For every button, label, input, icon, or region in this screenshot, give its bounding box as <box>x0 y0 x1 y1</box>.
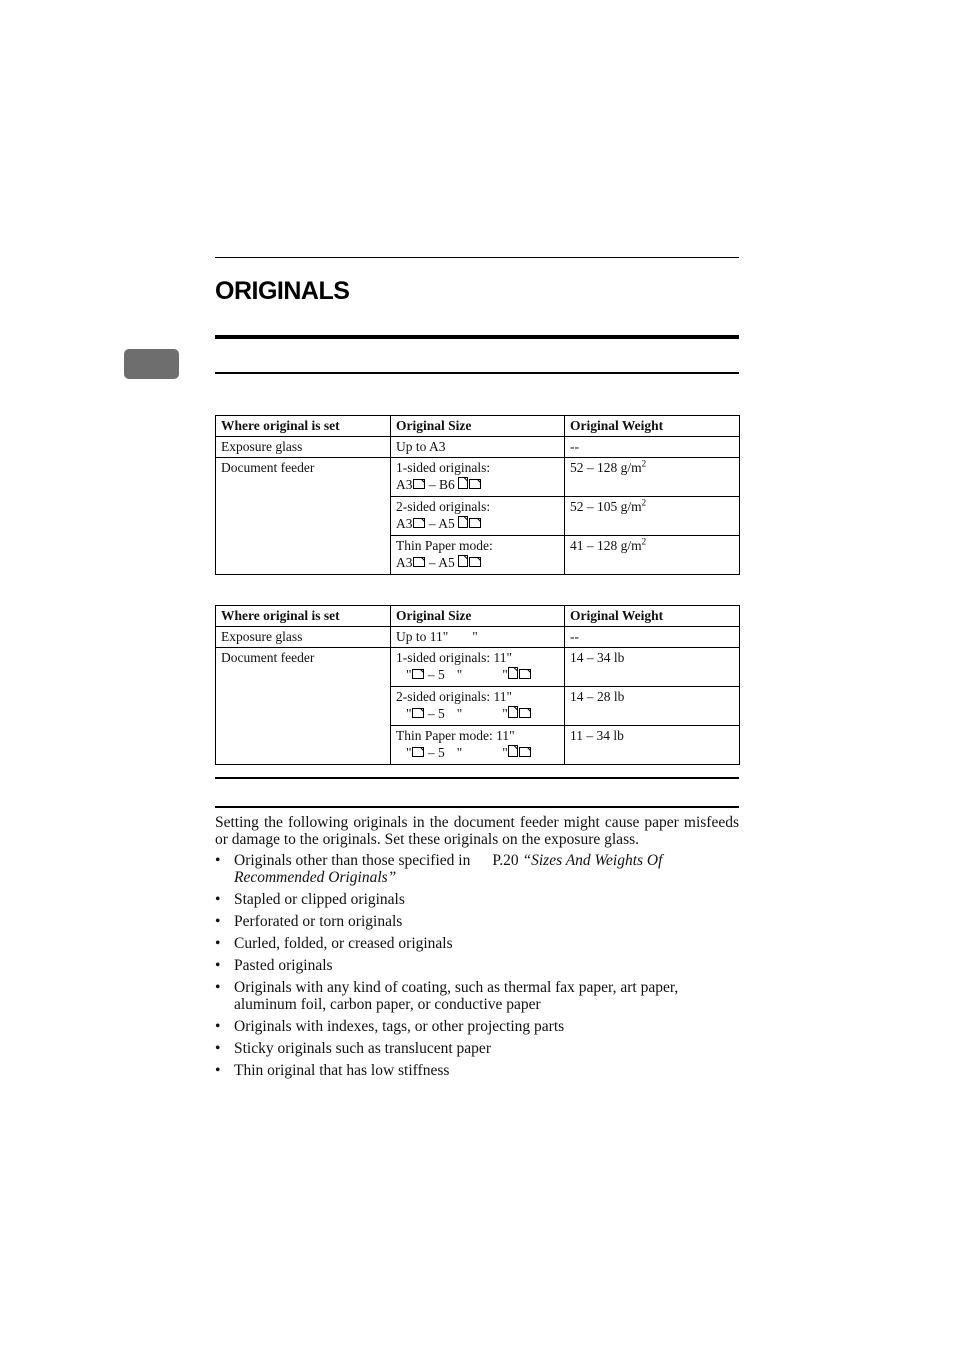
cell-size: Up to 11" " <box>391 627 565 648</box>
size-label: 2-sided originals: <box>396 499 491 514</box>
portrait-original-icon <box>458 555 469 572</box>
cell-weight: 52 – 105 $g/m^2$ <box>565 497 740 536</box>
bullet-marker: • <box>215 935 221 952</box>
landscape-original-icon <box>519 745 532 762</box>
list-item: • Thin original that has low stiffness <box>215 1062 450 1079</box>
header-size: Original Size <box>391 606 565 627</box>
landscape-original-icon <box>469 516 482 533</box>
section-divider-thick <box>215 335 739 339</box>
cell-where: Exposure glass <box>216 627 391 648</box>
landscape-original-icon <box>412 706 425 723</box>
cell-weight: 14 – 28 lb <box>565 687 740 726</box>
list-item: • Pasted originals <box>215 957 333 974</box>
chapter-tab <box>124 349 179 379</box>
size-to: A5 <box>438 516 455 531</box>
page-reference-link[interactable]: P.20 “Sizes And Weights Of Recommended Originals” <box>234 852 663 886</box>
cell-where: Exposure glass <box>216 437 391 458</box>
portrait-original-icon <box>508 745 519 762</box>
landscape-original-icon <box>413 555 426 572</box>
list-item: • Originals other than those specified in P.20 “Sizes And Weights Of Recommended Originals” <box>215 852 663 886</box>
list-item: • Stapled or clipped originals <box>215 891 405 908</box>
landscape-original-icon <box>412 745 425 762</box>
cell-weight: 52 – 128 $g/m^2$ <box>565 458 740 497</box>
landscape-original-icon <box>469 555 482 572</box>
metric-size-table <box>215 415 740 575</box>
landscape-original-icon <box>413 477 426 494</box>
cell-where: Document feeder <box>216 648 391 765</box>
portrait-original-icon <box>508 706 519 723</box>
size-from: A3 <box>396 516 413 531</box>
cell-size: Thin Paper mode: A3 – A5 <box>391 536 565 575</box>
landscape-original-icon <box>412 667 425 684</box>
landscape-original-icon <box>519 706 532 723</box>
cell-weight: 14 – 34 lb <box>565 648 740 687</box>
bullet-marker: • <box>215 1062 221 1079</box>
cell-size: Thin Paper mode: 11" " – 5 " " <box>391 726 565 765</box>
portrait-original-icon <box>508 667 519 684</box>
cell-size: 1-sided originals: A3 – B6 <box>391 458 565 497</box>
cell-size: Up to A3 <box>391 437 565 458</box>
portrait-original-icon <box>458 477 469 494</box>
header-size: Original Size <box>391 416 565 437</box>
bullet-marker: • <box>215 913 221 930</box>
size-to: A5 <box>438 555 455 570</box>
size-label: Thin Paper mode: <box>396 538 493 553</box>
cell-weight: -- <box>565 627 740 648</box>
landscape-original-icon <box>519 667 532 684</box>
list-item: • Sticky originals such as translucent paper <box>215 1040 491 1057</box>
intro-paragraph: Setting the following originals in the document feeder might cause paper misfeeds or damage to the originals. Set these originals on the exposure glass. <box>215 814 739 848</box>
list-item: • Originals with indexes, tags, or other projecting parts <box>215 1018 565 1035</box>
list-item: • Curled, folded, or creased originals <box>215 935 453 952</box>
top-rule <box>215 257 739 258</box>
table-row <box>216 437 740 458</box>
list-item: • Originals with any kind of coating, such as thermal fax paper, art paper, aluminum foil, carbon paper, or conductive paper <box>215 979 679 1013</box>
cell-weight: 11 – 34 lb <box>565 726 740 765</box>
cell-size: 2-sided originals: A3 – A5 <box>391 497 565 536</box>
cell-weight: 41 – 128 $g/m^2$ <box>565 536 740 575</box>
landscape-original-icon <box>413 516 426 533</box>
bullet-marker: • <box>215 1018 221 1035</box>
bullet-marker: • <box>215 1040 221 1057</box>
table-header-row <box>216 606 740 627</box>
size-from: A3 <box>396 555 413 570</box>
landscape-original-icon <box>469 477 482 494</box>
header-where: Where original is set <box>216 416 391 437</box>
header-weight: Original Weight <box>565 606 740 627</box>
table-row <box>216 627 740 648</box>
cell-weight: -- <box>565 437 740 458</box>
table-header-row <box>216 416 740 437</box>
bullet-marker: • <box>215 957 221 974</box>
section-divider <box>215 806 739 808</box>
unsuitable-originals-list <box>215 852 739 1084</box>
size-to: B6 <box>439 477 455 492</box>
page-title: ORIGINALS <box>215 277 350 305</box>
section-divider <box>215 372 739 374</box>
cell-size: 2-sided originals: 11" " – 5 " " <box>391 687 565 726</box>
table-row <box>216 458 740 497</box>
bullet-marker: • <box>215 852 221 869</box>
list-item: • Perforated or torn originals <box>215 913 403 930</box>
header-weight: Original Weight <box>565 416 740 437</box>
cell-size: 1-sided originals: 11" " – 5 " " <box>391 648 565 687</box>
portrait-original-icon <box>458 516 469 533</box>
table-row <box>216 648 740 687</box>
inch-size-table <box>215 605 740 765</box>
size-label: 1-sided originals: <box>396 460 491 475</box>
size-from: A3 <box>396 477 413 492</box>
bullet-marker: • <box>215 979 221 996</box>
header-where: Where original is set <box>216 606 391 627</box>
cell-where: Document feeder <box>216 458 391 575</box>
bullet-marker: • <box>215 891 221 908</box>
section-divider <box>215 777 739 779</box>
